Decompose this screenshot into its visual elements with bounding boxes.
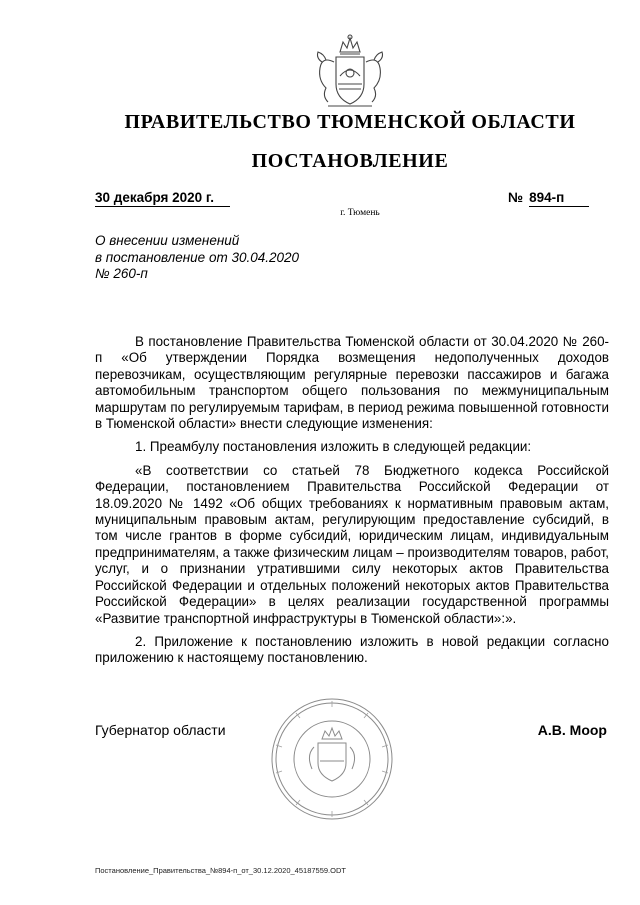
body-paragraph: 2. Приложение к постановлению изложить в новой редакции согласно приложению к настоящему постановлению.: [95, 633, 609, 666]
official-seal-icon: [268, 695, 396, 823]
organization-title: ПРАВИТЕЛЬСТВО ТЮМЕНСКОЙ ОБЛАСТИ: [124, 111, 576, 133]
subject-line: № 260-п: [95, 266, 148, 281]
signer-title: Губернатор области: [95, 722, 226, 738]
subject-line: О внесении изменений: [95, 233, 240, 248]
city: г. Тюмень: [340, 208, 380, 218]
document-type: ПОСТАНОВЛЕНИЕ: [251, 150, 449, 172]
number-label: №: [508, 190, 524, 205]
document-body: [95, 334, 609, 674]
body-paragraph: В постановление Правительства Тюменской области от 30.04.2020 № 260-п «Об утверждении Порядка возмещения недополученных доходов перевозчикам, осуществляющим регулярные перевозки пассажиров и багажа автомобильным транспортом общего пользования по межмуниципальным маршрутам по регулируемым тарифам, в период режима повышенной готовности в Тюменской области» внести следующие изменения:: [95, 334, 609, 432]
subject-line: в постановление от 30.04.2020: [95, 249, 300, 265]
signer-name: А.В. Моор: [537, 722, 607, 738]
document-number: [508, 190, 604, 207]
document-date: 30 декабря 2020 г.: [95, 190, 230, 207]
body-paragraph: 1. Преамбулу постановления изложить в следующей редакции:: [135, 439, 532, 455]
document-subject: [95, 233, 299, 283]
body-paragraph: «В соответствии со статьей 78 Бюджетного кодекса Российской Федерации, постановлением Правительства Российской Федерации от 18.09.2020 № 1492 «Об общих требованиях к нормативным правовым актам, муниципальным правовым актам, регулирующим предоставление субсидий, в том числе грантов в форме субсидий, юридическим лицам, индивидуальным предпринимателям, а также физическим лицам – производителям товаров, работ, услуг, и о признании утратившими силу некоторых актов Правительства Российской Федерации и отдельных положений некоторых актов Правительства Российской Федерации» в целях реализации государственной программы «Развитие транспортной инфраструктуры в Тюменской области»:».: [95, 462, 609, 626]
footer-filename: Постановление_Правительства_№894-п_от_30.12.2020_45187559.ODT: [95, 866, 346, 875]
number-value: 894-п: [529, 190, 589, 207]
coat-of-arms-icon: [300, 32, 400, 110]
